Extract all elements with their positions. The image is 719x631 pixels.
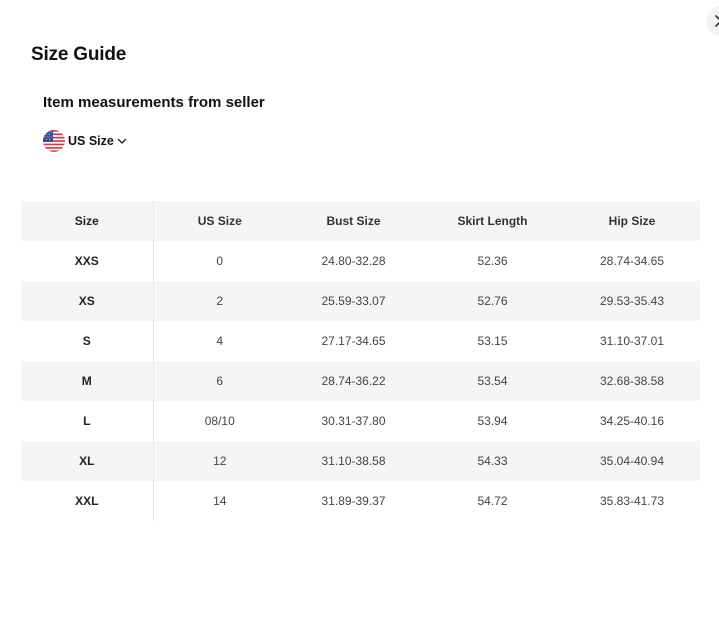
cell-size: L — [21, 401, 153, 441]
header-bust-size: Bust Size — [326, 214, 381, 228]
measurements-subtitle: Item measurements from seller — [43, 94, 265, 111]
cell-bust-size: 24.80-32.28 — [321, 254, 386, 268]
us-flag-icon — [43, 130, 65, 152]
header-hip-size: Hip Size — [608, 214, 656, 228]
close-icon — [715, 15, 719, 27]
cell-hip-size: 29.53-35.43 — [599, 294, 665, 308]
cell-us-size: 14 — [213, 494, 227, 508]
cell-hip-size: 28.74-34.65 — [599, 254, 665, 268]
table-row — [21, 481, 700, 521]
cell-us-size: 08/10 — [204, 414, 235, 428]
table-row — [21, 361, 700, 401]
cell-skirt-length: 53.94 — [477, 414, 508, 428]
cell-us-size: 2 — [216, 294, 224, 308]
cell-size: XXS — [21, 241, 153, 281]
table-row — [21, 241, 700, 281]
table-row — [21, 441, 700, 481]
cell-skirt-length: 54.33 — [477, 454, 508, 468]
chevron-down-icon — [117, 136, 127, 146]
cell-bust-size: 25.59-33.07 — [321, 294, 386, 308]
cell-skirt-length: 52.76 — [477, 294, 508, 308]
cell-us-size: 0 — [216, 254, 224, 268]
modal-title: Size Guide — [31, 44, 127, 65]
size-unit-dropdown[interactable] — [43, 129, 127, 152]
cell-hip-size: 31.10-37.01 — [599, 334, 665, 348]
cell-size: XS — [21, 281, 153, 321]
cell-size: XL — [21, 441, 153, 481]
cell-size: XXL — [21, 481, 153, 521]
table-row — [21, 401, 700, 441]
cell-hip-size: 34.25-40.16 — [599, 414, 665, 428]
cell-bust-size: 28.74-36.22 — [321, 374, 386, 388]
cell-hip-size: 32.68-38.58 — [599, 374, 665, 388]
cell-skirt-length: 53.15 — [477, 334, 508, 348]
header-us-size: US Size — [197, 214, 242, 228]
cell-us-size: 6 — [216, 374, 224, 388]
cell-skirt-length: 52.36 — [477, 254, 508, 268]
cell-skirt-length: 53.54 — [477, 374, 508, 388]
cell-skirt-length: 54.72 — [477, 494, 508, 508]
cell-size: S — [21, 321, 153, 361]
cell-bust-size: 31.89-39.37 — [321, 494, 386, 508]
cell-size: M — [21, 361, 153, 401]
close-button[interactable] — [706, 6, 719, 36]
size-chart-table — [21, 201, 701, 521]
cell-bust-size: 27.17-34.65 — [321, 334, 386, 348]
cell-bust-size: 31.10-38.58 — [321, 454, 386, 468]
cell-us-size: 12 — [213, 454, 227, 468]
header-size: Size — [21, 201, 153, 241]
header-skirt-length: Skirt Length — [457, 214, 528, 228]
table-row — [21, 321, 700, 361]
cell-us-size: 4 — [216, 334, 224, 348]
size-unit-label: US Size — [68, 133, 114, 148]
cell-hip-size: 35.04-40.94 — [599, 454, 665, 468]
cell-bust-size: 30.31-37.80 — [321, 414, 386, 428]
table-header-row — [21, 201, 700, 241]
cell-hip-size: 35.83-41.73 — [599, 494, 665, 508]
table-row — [21, 281, 700, 321]
